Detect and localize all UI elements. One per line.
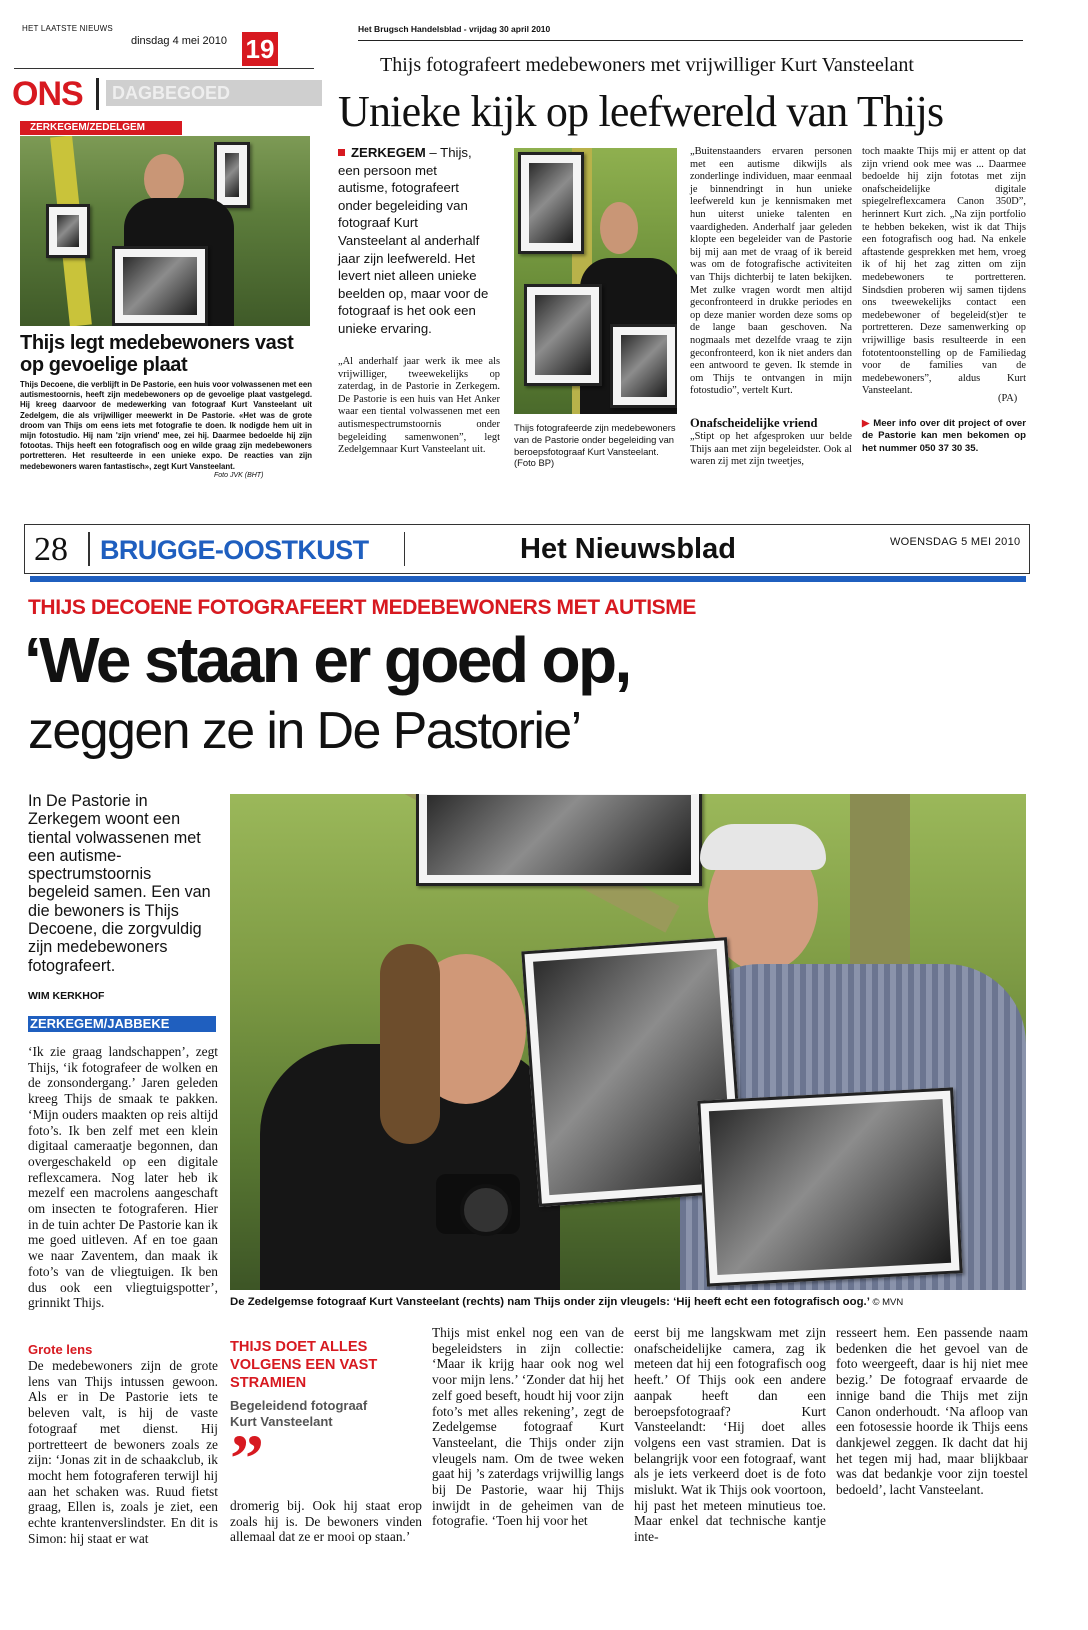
clip3-col4: eerst bij me langskwam met zijn onafscheidelijke camera, zag ik meteen dat hij een fotografisch oog heeft.’ Of Thijs ook een andere aanpak heeft dan een beroepsfotograaf? Kurt Vansteelandt: ‘Hij doet alles volgens een vast stramien. Dat is belangrijk voor een fotograaf, want als je iets verkeerd doet is de foto mislukt. Wat ik Thijs ook voortoon, hij past het meteen minutieus toe. Maar enkel dat technische kantje inte- — [634, 1325, 826, 1545]
clip3-header-divider — [88, 532, 90, 566]
clip3-paper: Het Nieuwsblad — [520, 533, 736, 565]
clip1-body: Thijs Decoene, die verblijft in De Pastorie, een huis voor volwassenen met een autismestoornis, heeft zijn medebewoners op de gevoelige plaat vastgelegd. Hij kreeg daarvoor de medewerking van fotograaf Kurt Vansteelant uit Zedelgem, die als vrijwilliger meewerkt in De Pastorie. «Het was de grote droom van Thijs om eens iets met fotografie te doen. Ik nodigde hem uit in mijn fotostudio. Hij nam 'zijn vriend' mee, zei hij. Daarmee bedoelde hij zijn fotootas. Thijs heeft een fotografisch oog en wilde graag zijn medebewoners portretteren. Het resulteerde in een unieke expo. De reacties van zijn medebewoners waren fantastisch», zegt Kurt Vansteelant. — [20, 380, 312, 471]
clip2-subhead: Thijs fotografeert medebewoners met vrijwilliger Kurt Vansteelant — [380, 54, 914, 76]
clip2-info-text: Meer info over dit project of over de Pastorie kan men bekomen op het nummer 050 37 30 35. — [862, 418, 1026, 454]
clip1-location-tag: ZERKEGEM/ZEDELGEM — [20, 121, 182, 135]
clip1-credit: Foto JVK (BHT) — [214, 472, 264, 479]
clip1-headline: Thijs legt medebewoners vast op gevoelige plaat — [20, 332, 294, 376]
clip2-lead-text: – Thijs, een persoon met autisme, fotografeert onder begeleiding van fotograaf Kurt Vansteelant al anderhalf jaar zijn leefwereld. Het levert niet alleen unieke beelden op, maar voor de fotograaf is het ook een unieke ervaring. — [338, 145, 489, 336]
clip3-page-number: 28 — [34, 531, 68, 568]
clip2-caption: Thijs fotografeerde zijn medebewoners van de Pastorie onder begeleiding van beroepsfotograaf Kurt Vansteelant. (Foto BP) — [514, 422, 676, 469]
clip3-photo-caption-text: De Zedelgemse fotograaf Kurt Vansteelant (rechts) nam Thijs onder zijn vleugels: ‘Hij heeft echt een fotografisch oog.’ — [230, 1296, 870, 1308]
clip2-col4: toch maakte Thijs mij er attent op dat zijn vriend ook mee was ... Daarmee bedoelde hij zijn fototas met zijn onafscheidelijke digitale spiegelreflexcamera Canon 350D”, herinnert Kurt zich. „Na zijn portfolio te hebben bekeken, wist ik dat Thijs een fotografisch oog had. Na enkele aftastende gesprekken met hem, vroeg ik of hij het zag zitten om zijn medebewoners te portretteren. Sindsdien proberen wij samen tijdens ons tweewekelijks contact een medebewoner of begeleid(st)er te portretteren. Deze samenwerking op vrijwillige basis resulteerde in een fototentoonstelling op de Familiedag voor de families van de medebewoners”, aldus Kurt Vansteelant. — [862, 146, 1026, 397]
person-head — [144, 154, 184, 204]
clip1-paper-name: HET LAATSTE NIEUWS — [22, 24, 113, 33]
clip2-col3b: „Stipt op het afgesproken uur belde Thijs aan met zijn begeleidster. Ook al waren zij met zijn tweetjes, — [690, 431, 852, 468]
red-square-icon — [338, 149, 345, 156]
clip3-location-tag: ZERKEGEM/JABBEKE — [28, 1016, 216, 1032]
clip2-col3: „Buitenstaanders ervaren personen met een autisme dikwijls als zonderlinge individuen, maar eenmaal je binnendringt in hun unieke leefwereld kun je kennismaken met hun uiterst unieke talenten en vaardigheden. Anderhalf jaar geleden klopte een begeleider van de Pastorie bij mij aan met de vraag of ik bereid was om de fotografische activiteiten van Thijs dichterbij te laten bekijken. Met zulke vragen wordt men altijd geconfronteerd in drukke periodes en op deze manier worden deze soms op de lange baan geschoven. Na nogmaals met dezelfde vraag te zijn geconfronteerd, kon ik niet anders dan een antwoord te geven. Ik stemde in om Thijs te ontvangen in mijn fotostudio”, vertelt Kurt. — [690, 146, 852, 397]
clip3-author: WIM KERKHOF — [28, 990, 105, 1002]
clip3-col2b: dromerig bij. Ook hij staat erop zoals hij is. De bewoners vinden allemaal dat ze er mooi op staan.’ — [230, 1498, 422, 1545]
info-arrow-icon: ▶ — [862, 418, 870, 429]
clip3-quote-attrib: Begeleidend fotograaf Kurt Vansteelant — [230, 1398, 368, 1429]
person-thijs-hair — [380, 944, 440, 1144]
held-photo-frame-bottom — [697, 1087, 962, 1286]
clip1-banner-fragment: DAGBEGOED — [106, 80, 322, 106]
clip3-col1b: De medebewoners zijn de grote lens van Thijs intussen gewoon. Als er in De Pastorie iets te beleven valt, is hij de vaste fotograaf met dienst. Hij portretteert de bewoners zoals ze zijn: ‘Jonas zit in de schaakclub, ik mocht hem fotograferen terwijl hij aan het schaken was. Ruud fietst graag, Ellen is, zoals je ziet, een echte krantenverslindster. En dit is Simon: hij staat er wat — [28, 1358, 218, 1546]
clip2-photo — [514, 148, 677, 414]
clip2-lead-place: ZERKEGEM — [351, 145, 426, 160]
clip3-section: BRUGGE-OOSTKUST — [100, 535, 369, 565]
clip-het-laatste-nieuws — [14, 18, 320, 478]
clip3-quote-kicker: THIJS DOET ALLES VOLGENS EEN VAST STRAMIEN — [230, 1339, 378, 1391]
clip3-col3: Thijs mist enkel nog een van de begeleidsters in zijn collectie: ‘Maar ik krijg haar ook nog wel voor mijn lens.’ ‘Zonder dat hij het zelf goed beseft, houdt hij voor zijn foto’s met alles rekening’, zegt de Zedelgemse fotograaf Kurt Vansteelant, die Thijs onder zijn vleugels nam. Om de twee weken gaat hij ’s zaterdags vrijwillig langs bij De Pastorie, waar hij Thijs inwijdt in de geheimen van de fotografie. ‘Toen hij voor het — [432, 1325, 624, 1529]
clip3-headline-bold: ‘We staan er goed op, — [24, 624, 630, 696]
hanging-photo-frame — [416, 794, 702, 886]
clip3-blue-rule — [30, 576, 1026, 582]
wall-photo-frame — [214, 142, 250, 208]
clip3-intro: In De Pastorie in Zerkegem woont een tiental volwassenen met een autisme-spectrumstoornis begeleid samen. Een van die bewoners is Thijs Decoene, die zorgvuldig zijn medebewoners fotografeert. — [28, 792, 211, 975]
wall-photo-frame — [46, 204, 90, 258]
clip1-section-bar — [96, 78, 99, 110]
clip2-col4-credit: (PA) — [998, 393, 1018, 404]
clip2-col1: „Al anderhalf jaar werk ik mee als vrijwilliger, tweewekelijks op zaterdag, in de Pastorie in Zerkegem. De Pastorie is een huis van Het Anker waar een tiental volwassenen met een autismespectrumstoornis onder begeleiding samenwonen”, legt Zedelgemnaar Kurt Vansteelant uit. — [338, 356, 500, 456]
clip3-date: WOENSDAG 5 MEI 2010 — [890, 536, 1021, 548]
clip2-lead — [338, 144, 490, 338]
person-kurt-hair — [700, 824, 826, 870]
camera-icon — [436, 1174, 520, 1234]
clip1-date: dinsdag 4 mei 2010 — [131, 35, 228, 47]
clip-brugsch-handelsblad — [338, 18, 1032, 478]
clip2-rule — [358, 40, 1023, 41]
clip1-page-number: 19 — [242, 32, 278, 66]
clip3-header-divider — [404, 532, 405, 566]
clip-het-nieuwsblad — [24, 524, 1030, 1614]
held-photo-frame — [112, 246, 208, 326]
clip3-kicker: THIJS DECOENE FOTOGRAFEERT MEDEBEWONERS MET AUTISME — [28, 596, 696, 619]
clip2-info — [862, 418, 1026, 455]
camera-lens — [460, 1184, 512, 1236]
clip3-col5: resseert hem. Een passende naam bedenken die het gevoel van de foto weergeeft, daar is hij niet mee bezig.’ De fotograaf ervaarde de innige band die Thijs met zijn Canon onderhoudt. ‘Na afloop van een fotosessie hoorde ik Thijs eens dankjewel zeggen. Ik dacht dat hij het tegen mij had, maar blijkbaar was dat bedankje voor zijn toestel bedoeld’, lacht Vansteelant. — [836, 1325, 1028, 1498]
clip3-quote-mark: ” — [230, 1420, 264, 1496]
clip3-photo-credit: © MVN — [872, 1297, 904, 1308]
clip3-headline-light: zeggen ze in De Pastorie’ — [28, 702, 581, 760]
held-photo-frame — [610, 324, 677, 408]
clip2-headline: Unieke kijk op leefwereld van Thijs — [338, 87, 944, 136]
clip1-photo — [20, 136, 310, 326]
clip1-rule — [14, 68, 314, 69]
clip3-col1: ‘Ik zie graag landschappen’, zegt Thijs, ‘ik fotografeer de wolken en de zonsondergang.’ Jaren geleden kreeg Thijs de smaak te pakken. ‘Mijn ouders maakten op reis altijd foto’s. Ik ben zelf met een klein digitaal cameraatje begonnen, dan overgeschakeld op een digitale reflexcamera. Nog later heb ik mezelf een macrolens aangeschaft om insecten te fotograferen. Hier in de tuin achter De Pastorie kan ik me goed uitleven. Af en toe gaan we naar Zaventem, dan maak ik foto’s van de vliegtuigen. Ik ben dus ook een vliegtuigspotter’, grinnikt Thijs. — [28, 1044, 218, 1311]
clip3-photo — [230, 794, 1026, 1290]
clip1-section-fragment: ONS — [12, 75, 83, 113]
held-photo-frame — [524, 284, 602, 386]
wall-photo-frame — [518, 152, 584, 254]
clip2-col3-subhead: Onafscheidelijke vriend — [690, 416, 818, 430]
clip3-subhead-grote-lens: Grote lens — [28, 1342, 93, 1357]
clip3-photo-caption — [230, 1296, 1030, 1308]
person-head — [600, 202, 638, 254]
clip2-masthead: Het Brugsch Handelsblad - vrijdag 30 april 2010 — [358, 24, 551, 34]
